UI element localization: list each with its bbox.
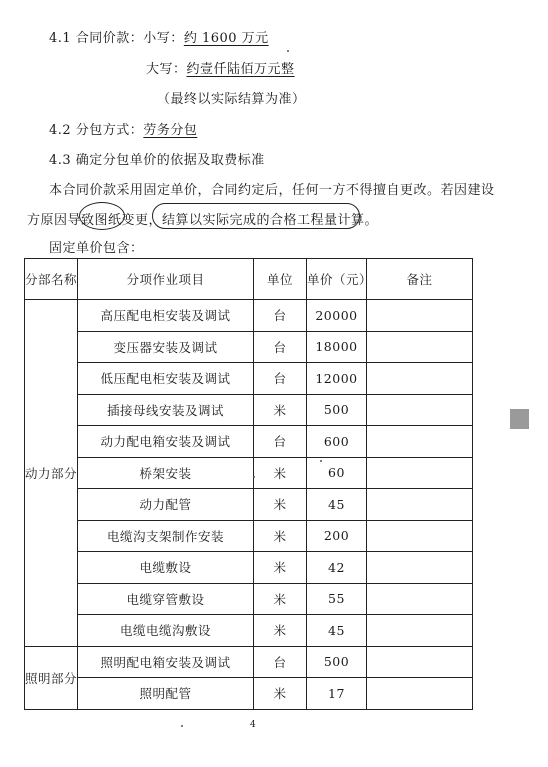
item-cell: 电缆敷设 xyxy=(78,552,254,584)
unit-cell: 米 xyxy=(254,583,307,615)
note-cell xyxy=(367,489,473,521)
item-cell: 电缆电缆沟敷设 xyxy=(78,615,254,647)
unit-cell: 米 xyxy=(254,678,307,710)
table-row xyxy=(25,678,473,710)
table-row xyxy=(25,457,473,489)
division-power: 动力部分 xyxy=(25,300,78,647)
note-cell xyxy=(367,426,473,458)
note-cell xyxy=(367,457,473,489)
table-row xyxy=(25,583,473,615)
contract-price-big-amount: 约壹仟陆佰万元整 xyxy=(186,62,295,77)
paragraph-line-2-a: 方原因导致图纸变更， xyxy=(27,213,163,228)
item-cell: 动力配电箱安装及调试 xyxy=(78,426,254,458)
item-cell: 电缆沟支架制作安装 xyxy=(78,520,254,552)
unit-cell: 台 xyxy=(254,646,307,678)
item-cell: 照明配管 xyxy=(78,678,254,710)
contract-price-label: 4.1 合同价款：小写： xyxy=(49,31,184,46)
unit-cell: 米 xyxy=(254,457,307,489)
price-cell: 42 xyxy=(307,552,367,584)
note-cell xyxy=(367,394,473,426)
scan-speck xyxy=(253,476,255,478)
note-cell xyxy=(367,646,473,678)
price-cell: 200 xyxy=(307,520,367,552)
price-cell: 12000 xyxy=(307,363,367,395)
paragraph-line-2 xyxy=(27,209,378,228)
section-43-title: 4.3 确定分包单价的依据及取费标准 xyxy=(49,153,265,168)
item-cell: 照明配电箱安装及调试 xyxy=(78,646,254,678)
item-cell: 电缆穿管敷设 xyxy=(78,583,254,615)
table-header-row xyxy=(25,259,473,300)
scan-speck xyxy=(181,725,183,727)
price-cell: 500 xyxy=(307,394,367,426)
unit-cell: 台 xyxy=(254,300,307,332)
table-row xyxy=(25,426,473,458)
unit-cell: 台 xyxy=(254,331,307,363)
table-row xyxy=(25,300,473,332)
header-division: 分部名称 xyxy=(25,259,78,300)
unit-price-table xyxy=(24,258,473,710)
note-cell xyxy=(367,615,473,647)
subcontract-method-line xyxy=(49,119,197,138)
unit-cell: 台 xyxy=(254,426,307,458)
paragraph-line-2-b: 结算以实际完成的合格工程量计算。 xyxy=(162,213,379,228)
note-cell xyxy=(367,363,473,395)
price-cell: 18000 xyxy=(307,331,367,363)
table-row xyxy=(25,331,473,363)
header-price: 单价（元） xyxy=(307,259,367,300)
item-cell: 低压配电柜安装及调试 xyxy=(78,363,254,395)
price-cell: 600 xyxy=(307,426,367,458)
header-note: 备注 xyxy=(367,259,473,300)
scan-speck xyxy=(287,50,289,52)
price-cell: 17 xyxy=(307,678,367,710)
note-cell xyxy=(367,583,473,615)
note-cell xyxy=(367,520,473,552)
contract-price-line xyxy=(49,27,269,46)
table-row xyxy=(25,394,473,426)
price-cell: 45 xyxy=(307,615,367,647)
header-unit: 单位 xyxy=(254,259,307,300)
unit-cell: 米 xyxy=(254,489,307,521)
settlement-note: （最终以实际结算为准） xyxy=(157,92,306,107)
price-cell: 55 xyxy=(307,583,367,615)
note-cell xyxy=(367,552,473,584)
table-row xyxy=(25,363,473,395)
table-row xyxy=(25,552,473,584)
fixed-price-includes: 固定单价包含： xyxy=(49,241,144,256)
contract-price-big-label: 大写： xyxy=(146,62,187,77)
contract-price-small-amount: 约 1600 万元 xyxy=(183,31,269,46)
item-cell: 桥架安装 xyxy=(78,457,254,489)
note-cell xyxy=(367,678,473,710)
item-cell: 插接母线安装及调试 xyxy=(78,394,254,426)
table-row xyxy=(25,489,473,521)
contract-price-big-line xyxy=(146,58,295,77)
note-cell xyxy=(367,300,473,332)
unit-cell: 米 xyxy=(254,552,307,584)
item-cell: 高压配电柜安装及调试 xyxy=(78,300,254,332)
price-cell: 500 xyxy=(307,646,367,678)
page-number: 4 xyxy=(250,720,256,730)
subcontract-method-value: 劳务分包 xyxy=(143,123,198,138)
table-row xyxy=(25,520,473,552)
table-row xyxy=(25,615,473,647)
unit-cell: 米 xyxy=(254,520,307,552)
subcontract-method-label: 4.2 分包方式： xyxy=(49,123,144,138)
paragraph-line-1: 本合同价款采用固定单价，合同约定后，任何一方不得擅自更改。若因建设 xyxy=(49,183,495,198)
unit-cell: 米 xyxy=(254,394,307,426)
price-cell: 60 xyxy=(307,457,367,489)
item-cell: 动力配管 xyxy=(78,489,254,521)
scan-edge-tab xyxy=(510,409,529,429)
header-item: 分项作业项目 xyxy=(78,259,254,300)
price-cell: 20000 xyxy=(307,300,367,332)
scan-speck xyxy=(320,460,322,462)
price-cell: 45 xyxy=(307,489,367,521)
item-cell: 变压器安装及调试 xyxy=(78,331,254,363)
note-cell xyxy=(367,331,473,363)
unit-cell: 台 xyxy=(254,363,307,395)
table-row xyxy=(25,646,473,678)
division-lighting: 照明部分 xyxy=(25,646,78,709)
unit-cell: 米 xyxy=(254,615,307,647)
